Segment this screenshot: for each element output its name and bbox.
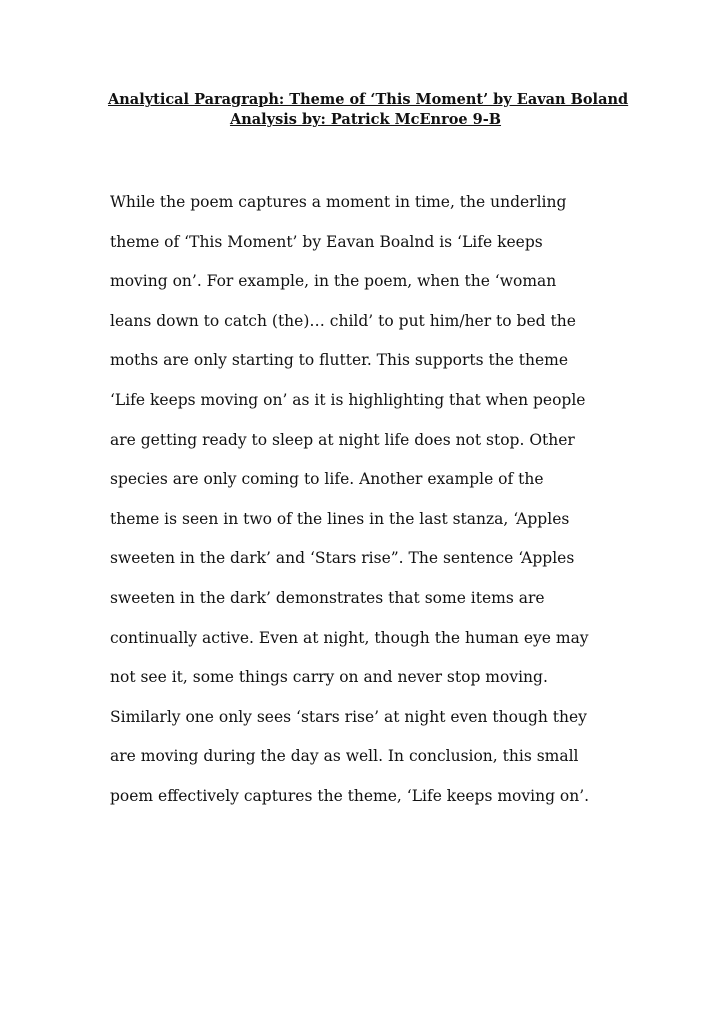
- analysis-paragraph: [110, 192, 630, 826]
- document-heading: [108, 90, 629, 130]
- paragraph-line: ‘Life keeps moving on’ as it is highlighting that when people: [110, 390, 586, 409]
- paragraph-line: moving on’. For example, in the poem, when the ‘woman: [110, 272, 557, 291]
- paragraph-line: theme is seen in two of the lines in the last stanza, ‘Apples: [110, 509, 570, 528]
- author-line: Analysis by: Patrick McEnroe 9-B: [229, 111, 502, 128]
- paragraph-line: moths are only starting to flutter. This supports the theme: [110, 351, 569, 370]
- paragraph-line: continually active. Even at night, though the human eye may: [110, 628, 589, 647]
- paragraph-line: leans down to catch (the)… child’ to put him/her to bed the: [110, 311, 576, 330]
- paragraph-line: While the poem captures a moment in time, the underling: [110, 193, 567, 211]
- paragraph-line: sweeten in the dark’ demonstrates that some items are: [110, 588, 545, 607]
- paragraph-line: theme of ‘This Moment’ by Eavan Boalnd is ‘Life keeps: [110, 232, 543, 251]
- title-line: Analytical Paragraph: Theme of ‘This Moment’ by Eavan Boland: [108, 91, 629, 108]
- paragraph-line: poem effectively captures the theme, ‘Life keeps moving on’.: [110, 786, 590, 805]
- paragraph-line: are moving during the day as well. In conclusion, this small: [110, 747, 579, 766]
- paragraph-line: sweeten in the dark’ and ‘Stars rise”. The sentence ‘Apples: [110, 549, 575, 568]
- paragraph-line: are getting ready to sleep at night life does not stop. Other: [110, 430, 575, 449]
- paragraph-line: not see it, some things carry on and never stop moving.: [110, 668, 548, 687]
- paragraph-line: species are only coming to life. Another example of the: [110, 470, 544, 489]
- paragraph-line: Similarly one only sees ‘stars rise’ at night even though they: [110, 707, 587, 726]
